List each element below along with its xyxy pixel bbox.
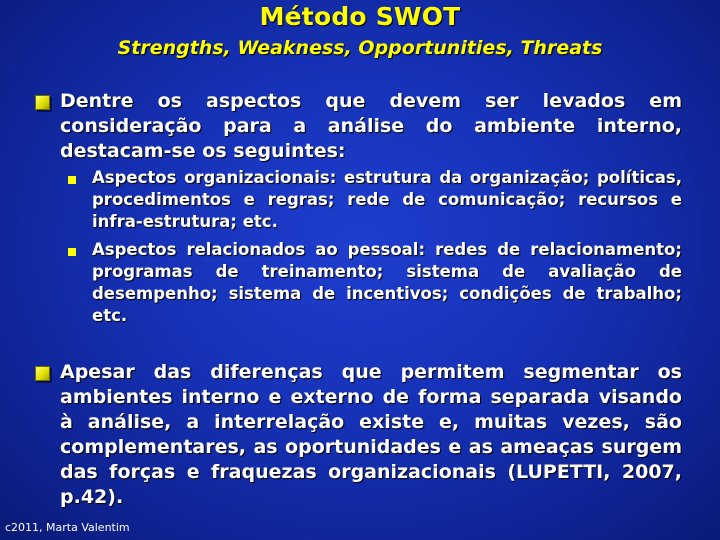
q-box-bullet-icon bbox=[35, 366, 50, 381]
footer-copyright: c2011, Marta Valentim bbox=[5, 521, 130, 534]
square-bullet-icon bbox=[68, 176, 76, 184]
square-bullet-icon bbox=[68, 248, 76, 256]
bullet-item-1: Dentre os aspectos que devem ser levados em consideração para a análise do ambiente interno, destacam-se os seguintes: bbox=[60, 90, 682, 162]
slide-subtitle: Strengths, Weakness, Opportunities, Threats bbox=[117, 37, 603, 59]
sub-bullet-pessoal: Aspectos relacionados ao pessoal: redes de relacionamento; programas de treinamento; sistema de avaliação de desempenho; sistema de incentivos; condições de trabalho; etc. bbox=[92, 240, 682, 325]
sub-bullet-organizacionais: Aspectos organizacionais: estrutura da organização; políticas, procedimentos e regras; rede de comunicação; recursos e infra-estrutura; etc. bbox=[92, 168, 682, 231]
q-box-bullet-icon bbox=[35, 95, 50, 110]
bullet-item-2: Apesar das diferenças que permitem segmentar os ambientes interno e externo de forma separada visando à análise, a interrelação existe e, muitas vezes, são complementares, as oportunidades e as ameaças surgem das forças e fraquezas organizacionais (LUPETTI, 2007, p.42). bbox=[60, 361, 682, 508]
slide-title: Método SWOT bbox=[259, 2, 461, 31]
